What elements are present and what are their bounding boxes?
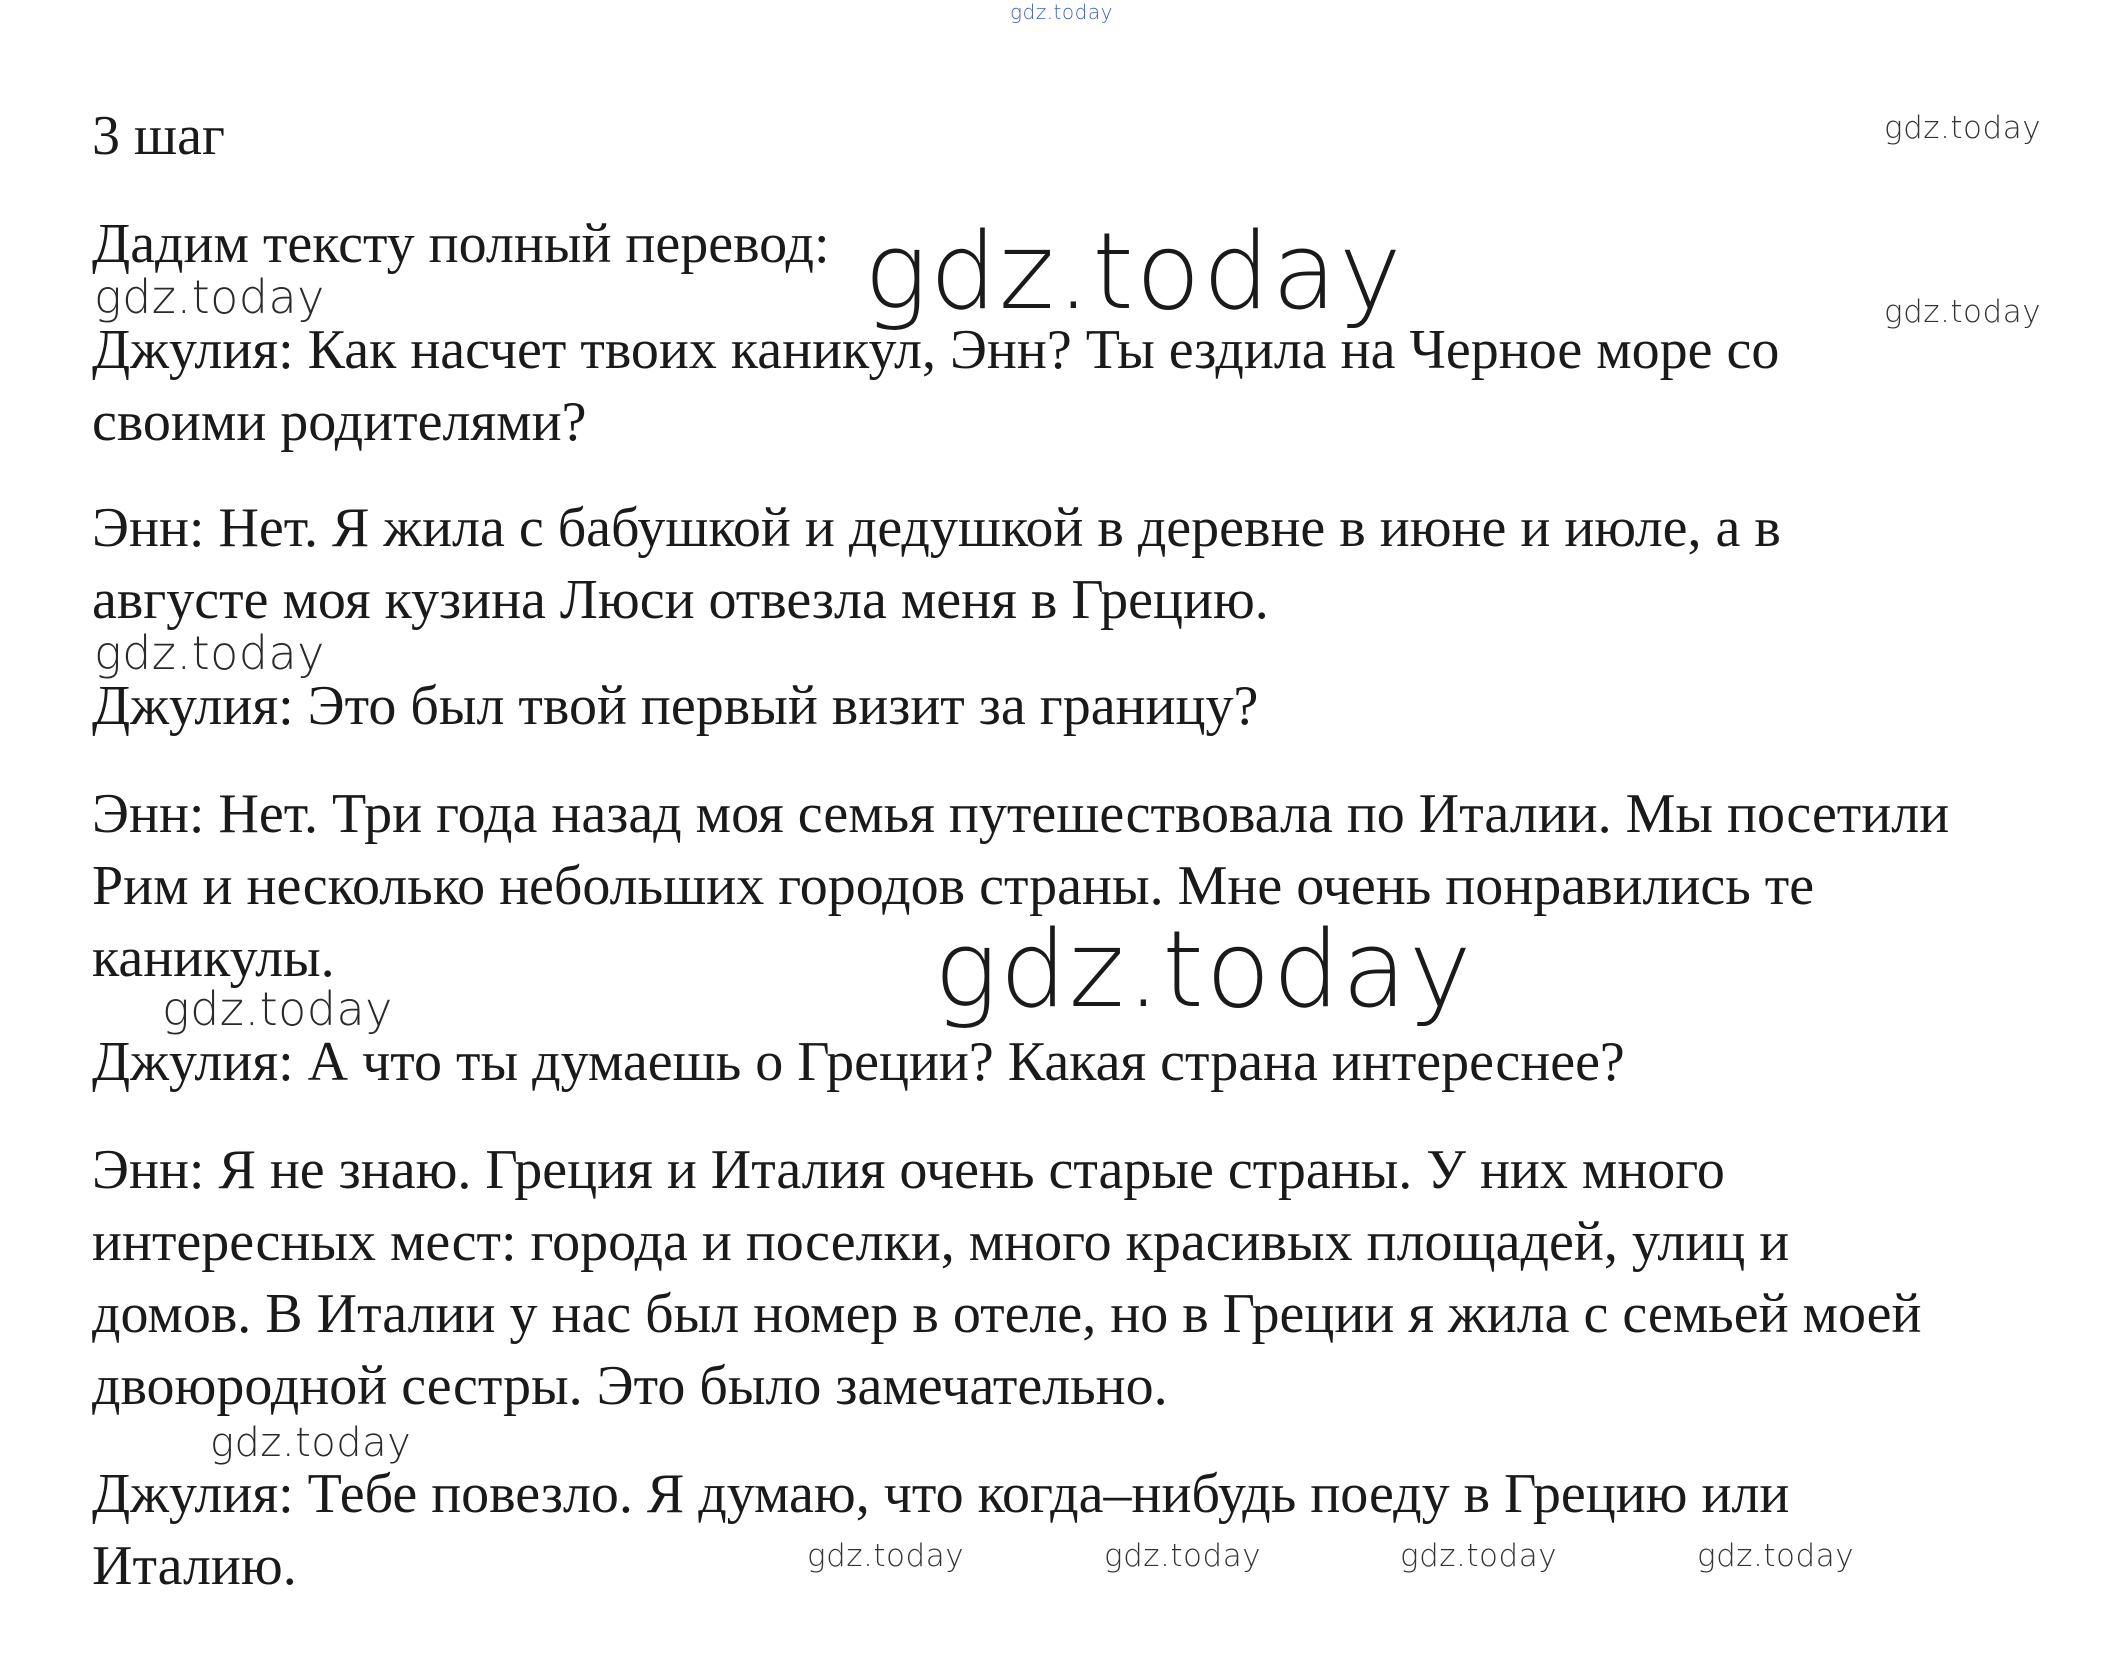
text-line: Энн: Я не знаю. Греция и Италия очень старые страны. У них много xyxy=(92,1139,1725,1201)
text-line: Энн: Нет. Я жила с бабушкой и дедушкой в деревне в июне и июле, а в xyxy=(92,497,1781,559)
text-line: каникулы. xyxy=(92,927,335,989)
watermark-right-1: gdz.today xyxy=(1884,110,2042,146)
watermark-large-1: gdz.today xyxy=(864,210,1404,333)
watermark-bottom-3: gdz.today xyxy=(1400,1538,1558,1574)
text-line: Джулия: Тебе повезло. Я думаю, что когда–нибудь поеду в Грецию или xyxy=(92,1463,1790,1525)
watermark-left-3: gdz.today xyxy=(162,982,393,1036)
text-line: домов. В Италии у нас был номер в отеле, но в Греции я жила с семьей моей xyxy=(92,1283,1922,1345)
text-line: Энн: Нет. Три года назад моя семья путешествовала по Италии. Мы посетили xyxy=(92,783,1950,845)
step-heading: 3 шаг xyxy=(92,105,225,167)
watermark-left-2: gdz.today xyxy=(94,626,325,680)
text-line: Италию. xyxy=(92,1535,297,1597)
watermark-large-2: gdz.today xyxy=(934,908,1474,1031)
text-line: своими родителями? xyxy=(92,391,587,453)
watermark-right-2: gdz.today xyxy=(1884,294,2042,330)
watermark-left-1: gdz.today xyxy=(94,270,325,324)
text-line: интересных мест: города и поселки, много красивых площадей, улиц и xyxy=(92,1211,1790,1273)
text-line: Джулия: А что ты думаешь о Греции? Какая страна интереснее? xyxy=(92,1031,1625,1093)
watermark-bottom-4: gdz.today xyxy=(1697,1538,1855,1574)
text-line: августе моя кузина Люси отвезла меня в Грецию. xyxy=(92,569,1269,631)
text-line: Джулия: Это был твой первый визит за границу? xyxy=(92,675,1259,737)
watermark-bottom-1: gdz.today xyxy=(807,1538,965,1574)
text-line: Джулия: Как насчет твоих каникул, Энн? Ты ездила на Черное море со xyxy=(92,319,1780,381)
watermark-top: gdz.today xyxy=(1010,0,1113,24)
intro-text: Дадим тексту полный перевод: xyxy=(92,213,830,275)
watermark-left-4: gdz.today xyxy=(210,1420,412,1466)
text-line: Рим и несколько небольших городов страны. Мне очень понравились те xyxy=(92,855,1815,917)
watermark-bottom-2: gdz.today xyxy=(1104,1538,1262,1574)
text-line: двоюродной сестры. Это было замечательно. xyxy=(92,1355,1168,1417)
